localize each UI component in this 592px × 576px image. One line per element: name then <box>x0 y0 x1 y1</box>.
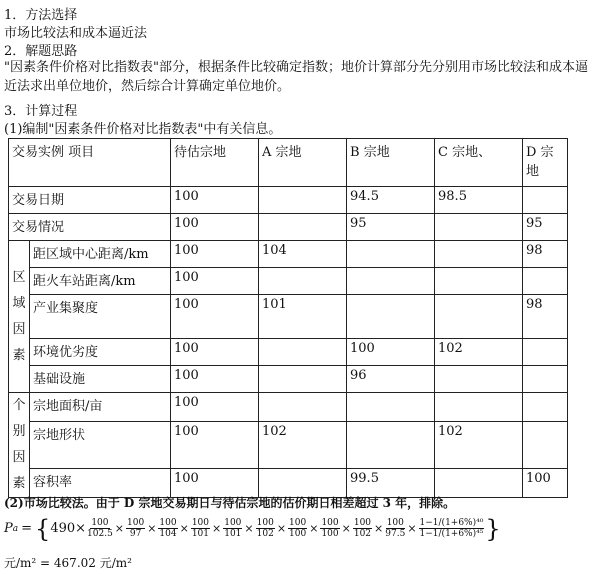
formula-fraction <box>191 518 210 539</box>
table-cell <box>259 393 347 422</box>
row-label: 基础设施 <box>30 366 171 393</box>
formula-fraction <box>87 518 113 539</box>
row-label: 交易日期 <box>9 187 171 214</box>
table-cell: 101 <box>259 295 347 339</box>
formula-fraction <box>256 518 275 539</box>
table-row <box>9 366 568 393</box>
times-sign: × <box>114 522 125 535</box>
fraction-denominator: 102 <box>256 529 274 539</box>
formula-close-brace: } <box>485 514 501 543</box>
table-row <box>9 268 568 295</box>
fraction-numerator: 100 <box>127 518 145 528</box>
table-cell <box>259 187 347 214</box>
table-cell: 100 <box>171 295 259 339</box>
table-row <box>9 241 568 268</box>
table-cell: 100 <box>171 241 259 268</box>
row-label: 交易情况 <box>9 214 171 241</box>
table-cell <box>347 393 435 422</box>
formula-fraction <box>158 518 177 539</box>
table-cell <box>347 241 435 268</box>
times-sign: × <box>407 522 417 535</box>
table-cell: 96 <box>347 366 435 393</box>
section-2-title: 2．解题思路 <box>4 44 78 59</box>
table-cell: 100 <box>171 187 259 214</box>
table-header-cell: 交易实例 项目 <box>9 139 171 187</box>
table-cell: 98.5 <box>435 187 523 214</box>
section-3-title: 3．计算过程 <box>4 104 78 119</box>
fraction-numerator: 1−1/(1+6%)⁴⁰ <box>419 518 484 528</box>
table-cell <box>523 421 568 468</box>
table-cell: 100 <box>171 268 259 295</box>
times-sign: × <box>179 522 189 535</box>
factor-comparison-table <box>8 138 568 498</box>
table-cell: 100 <box>523 469 568 498</box>
formula-sub: a <box>12 523 19 534</box>
table-row <box>9 214 568 241</box>
table-cell <box>259 339 347 366</box>
table-header-cell: B 宗地 <box>347 139 435 187</box>
row-label: 容积率 <box>30 469 171 498</box>
table-header-cell: A 宗地 <box>259 139 347 187</box>
formula-fraction <box>419 518 485 539</box>
table-cell <box>347 295 435 339</box>
table-header-row <box>9 139 568 187</box>
fraction-denominator: 104 <box>159 529 177 539</box>
table-cell <box>435 214 523 241</box>
row-label: 距火车站距离/km <box>30 268 171 295</box>
table-cell: 94.5 <box>347 187 435 214</box>
section-1-body: 市场比较法和成本逼近法 <box>4 26 148 41</box>
table-cell <box>435 366 523 393</box>
regional-factors-group-label: 区 域 因 素 <box>9 241 30 393</box>
table-cell <box>523 339 568 366</box>
formula-open-brace: { <box>35 514 51 543</box>
table-cell <box>435 268 523 295</box>
formula-fraction <box>288 518 307 539</box>
table-header-cell: D 宗地 <box>523 139 568 187</box>
formula-fraction <box>353 518 372 539</box>
fraction-numerator: 100 <box>321 518 339 528</box>
table-cell: 95 <box>523 214 568 241</box>
fraction-denominator: 97 <box>129 529 142 539</box>
table-cell: 98 <box>523 295 568 339</box>
fraction-denominator: 100 <box>321 529 339 539</box>
table-cell: 100 <box>171 393 259 422</box>
step2-text: (2)市场比较法。由于 D 宗地交易期日与待估宗地的估价期日相差超过 3 年，排除。 <box>4 496 456 510</box>
table-row <box>9 187 568 214</box>
section-3-step1: (1)编制"因素条件价格对比指数表"中有关信息。 <box>4 122 282 137</box>
table-row <box>9 421 568 468</box>
table-cell: 98 <box>523 241 568 268</box>
table-cell <box>523 393 568 422</box>
table-cell: 100 <box>171 421 259 468</box>
table-cell <box>259 268 347 295</box>
market-comparison-formula <box>4 514 501 543</box>
table-cell <box>523 366 568 393</box>
fraction-denominator: 1−1/(1+6%)⁴⁵ <box>419 529 484 539</box>
table-cell <box>435 241 523 268</box>
table-cell <box>523 187 568 214</box>
fraction-numerator: 100 <box>289 518 307 528</box>
table-cell <box>347 421 435 468</box>
fraction-denominator: 101 <box>191 529 210 539</box>
times-sign: × <box>244 522 254 535</box>
times-sign: × <box>276 522 287 535</box>
times-sign: × <box>341 522 351 535</box>
row-label: 产业集聚度 <box>30 295 171 339</box>
row-label: 宗地面积/亩 <box>30 393 171 422</box>
fraction-numerator: 100 <box>191 518 210 528</box>
times-sign: × <box>212 522 222 535</box>
times-sign: × <box>147 522 157 535</box>
table-row <box>9 295 568 339</box>
formula-fraction <box>223 518 242 539</box>
table-cell: 100 <box>171 214 259 241</box>
table-cell: 100 <box>171 366 259 393</box>
table-cell: 102 <box>259 421 347 468</box>
table-cell: 102 <box>435 339 523 366</box>
fraction-numerator: 100 <box>224 518 242 528</box>
table-cell: 104 <box>259 241 347 268</box>
formula-fractions <box>86 518 485 539</box>
table-cell <box>435 393 523 422</box>
table-cell: 99.5 <box>347 469 435 498</box>
row-label: 距区域中心距离/km <box>30 241 171 268</box>
formula-fraction <box>385 518 405 539</box>
fraction-denominator: 102.5 <box>87 529 113 539</box>
section-2-body: "因素条件价格对比指数表"部分，根据条件比较确定指数；地价计算部分先分别用市场比较法和成本逼近法求出单位地价，然后综合计算确定单位地价。 <box>4 60 588 94</box>
fraction-numerator: 100 <box>353 518 372 528</box>
table-cell: 100 <box>171 339 259 366</box>
times-sign: × <box>309 522 319 535</box>
table-cell <box>259 366 347 393</box>
fraction-numerator: 100 <box>91 518 109 528</box>
table-cell <box>259 214 347 241</box>
table-cell: 100 <box>171 469 259 498</box>
table-row <box>9 339 568 366</box>
table-header-cell: C 宗地、 <box>435 139 523 187</box>
formula-lead: 490× <box>50 521 87 536</box>
fraction-denominator: 100 <box>289 529 307 539</box>
table-cell <box>435 295 523 339</box>
table-row <box>9 393 568 422</box>
fraction-numerator: 100 <box>159 518 177 528</box>
table-cell <box>523 268 568 295</box>
fraction-denominator: 102 <box>353 529 372 539</box>
formula-fraction <box>126 518 145 539</box>
table-cell: 102 <box>435 421 523 468</box>
row-label: 环境优劣度 <box>30 339 171 366</box>
table-cell: 95 <box>347 214 435 241</box>
formula-eq: = <box>21 521 33 536</box>
row-label: 宗地形状 <box>30 421 171 468</box>
fraction-numerator: 100 <box>386 518 404 528</box>
table-header-cell: 待估宗地 <box>171 139 259 187</box>
fraction-denominator: 101 <box>224 529 242 539</box>
formula-result: 元/m² = 467.02 元/m² <box>4 556 132 570</box>
section-1-title: 1．方法选择 <box>4 8 78 23</box>
fraction-denominator: 97.5 <box>385 529 406 539</box>
table-cell: 100 <box>347 339 435 366</box>
formula-fraction <box>320 518 339 539</box>
table-cell <box>347 268 435 295</box>
times-sign: × <box>374 522 384 535</box>
fraction-numerator: 100 <box>256 518 274 528</box>
individual-factors-group-label: 个 别 因 素 <box>9 393 30 498</box>
formula-lhs: P <box>4 521 13 536</box>
